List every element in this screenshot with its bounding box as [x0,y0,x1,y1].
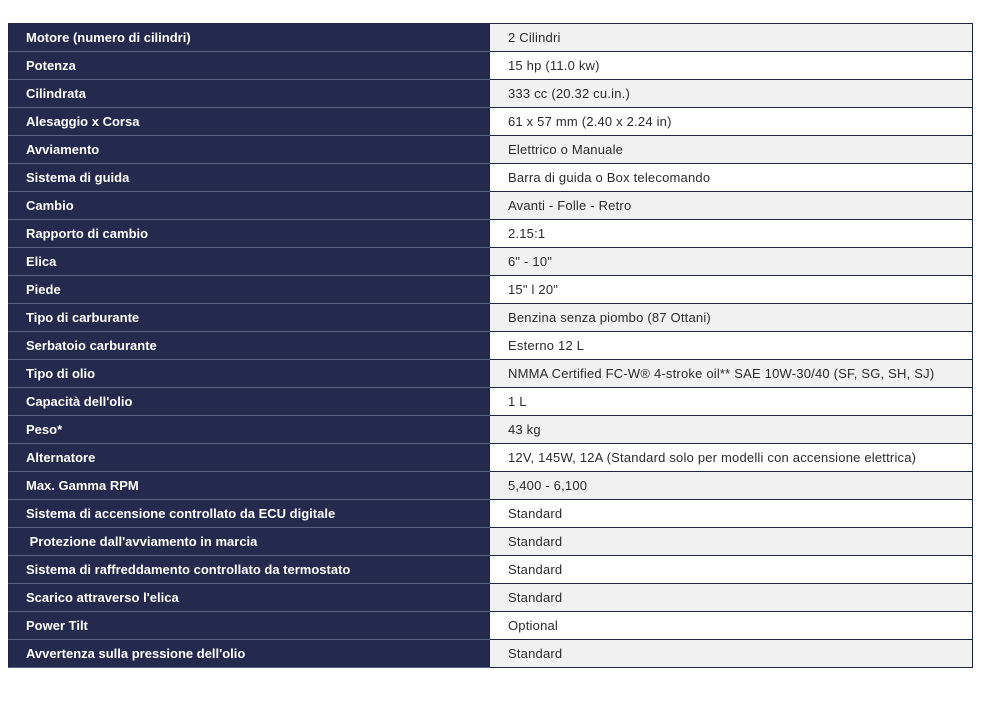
spec-label: Alternatore [9,444,490,472]
spec-value: Standard [490,500,973,528]
spec-value: Avanti - Folle - Retro [490,192,973,220]
spec-label: Sistema di accensione controllato da ECU digitale [9,500,490,528]
spec-value: 1 L [490,388,973,416]
table-row [9,24,973,52]
table-row [9,332,973,360]
spec-label: Protezione dall'avviamento in marcia [9,528,490,556]
spec-value: 6" - 10" [490,248,973,276]
spec-value: 61 x 57 mm (2.40 x 2.24 in) [490,108,973,136]
spec-label: Serbatoio carburante [9,332,490,360]
spec-value: Elettrico o Manuale [490,136,973,164]
spec-value: Standard [490,528,973,556]
spec-value: Esterno 12 L [490,332,973,360]
spec-label: Sistema di raffreddamento controllato da termostato [9,556,490,584]
spec-label: Avviamento [9,136,490,164]
spec-value: NMMA Certified FC-W® 4-stroke oil** SAE 10W-30/40 (SF, SG, SH, SJ) [490,360,973,388]
spec-value: 43 kg [490,416,973,444]
table-row [9,416,973,444]
table-row [9,360,973,388]
spec-label: Elica [9,248,490,276]
spec-value: 2.15:1 [490,220,973,248]
spec-label: Motore (numero di cilindri) [9,24,490,52]
table-row [9,444,973,472]
spec-value: Standard [490,556,973,584]
table-row [9,52,973,80]
spec-value: Standard [490,640,973,668]
specifications-table [8,23,973,668]
spec-label: Tipo di olio [9,360,490,388]
table-row [9,304,973,332]
spec-value: 12V, 145W, 12A (Standard solo per modelli con accensione elettrica) [490,444,973,472]
table-row [9,248,973,276]
table-row [9,80,973,108]
spec-label: Capacità dell'olio [9,388,490,416]
spec-label: Sistema di guida [9,164,490,192]
spec-value: Optional [490,612,973,640]
spec-label: Cilindrata [9,80,490,108]
table-row [9,584,973,612]
specifications-table-body [9,24,973,668]
spec-label: Piede [9,276,490,304]
spec-value: 2 Cilindri [490,24,973,52]
spec-label: Potenza [9,52,490,80]
table-row [9,500,973,528]
spec-label: Tipo di carburante [9,304,490,332]
spec-label: Scarico attraverso l'elica [9,584,490,612]
spec-label: Alesaggio x Corsa [9,108,490,136]
spec-label: Avvertenza sulla pressione dell'olio [9,640,490,668]
spec-label: Rapporto di cambio [9,220,490,248]
spec-value: 5,400 - 6,100 [490,472,973,500]
table-row [9,388,973,416]
table-row [9,556,973,584]
table-row [9,108,973,136]
spec-value: 15 hp (11.0 kw) [490,52,973,80]
spec-value: Standard [490,584,973,612]
spec-label: Peso* [9,416,490,444]
spec-label: Power Tilt [9,612,490,640]
spec-value: 333 cc (20.32 cu.in.) [490,80,973,108]
spec-label: Cambio [9,192,490,220]
table-row [9,136,973,164]
spec-value: 15" l 20" [490,276,973,304]
table-row [9,472,973,500]
table-row [9,640,973,668]
table-row [9,164,973,192]
spec-value: Benzina senza piombo (87 Ottani) [490,304,973,332]
table-row [9,528,973,556]
table-row [9,612,973,640]
table-row [9,220,973,248]
table-row [9,276,973,304]
spec-value: Barra di guida o Box telecomando [490,164,973,192]
table-row [9,192,973,220]
spec-label: Max. Gamma RPM [9,472,490,500]
